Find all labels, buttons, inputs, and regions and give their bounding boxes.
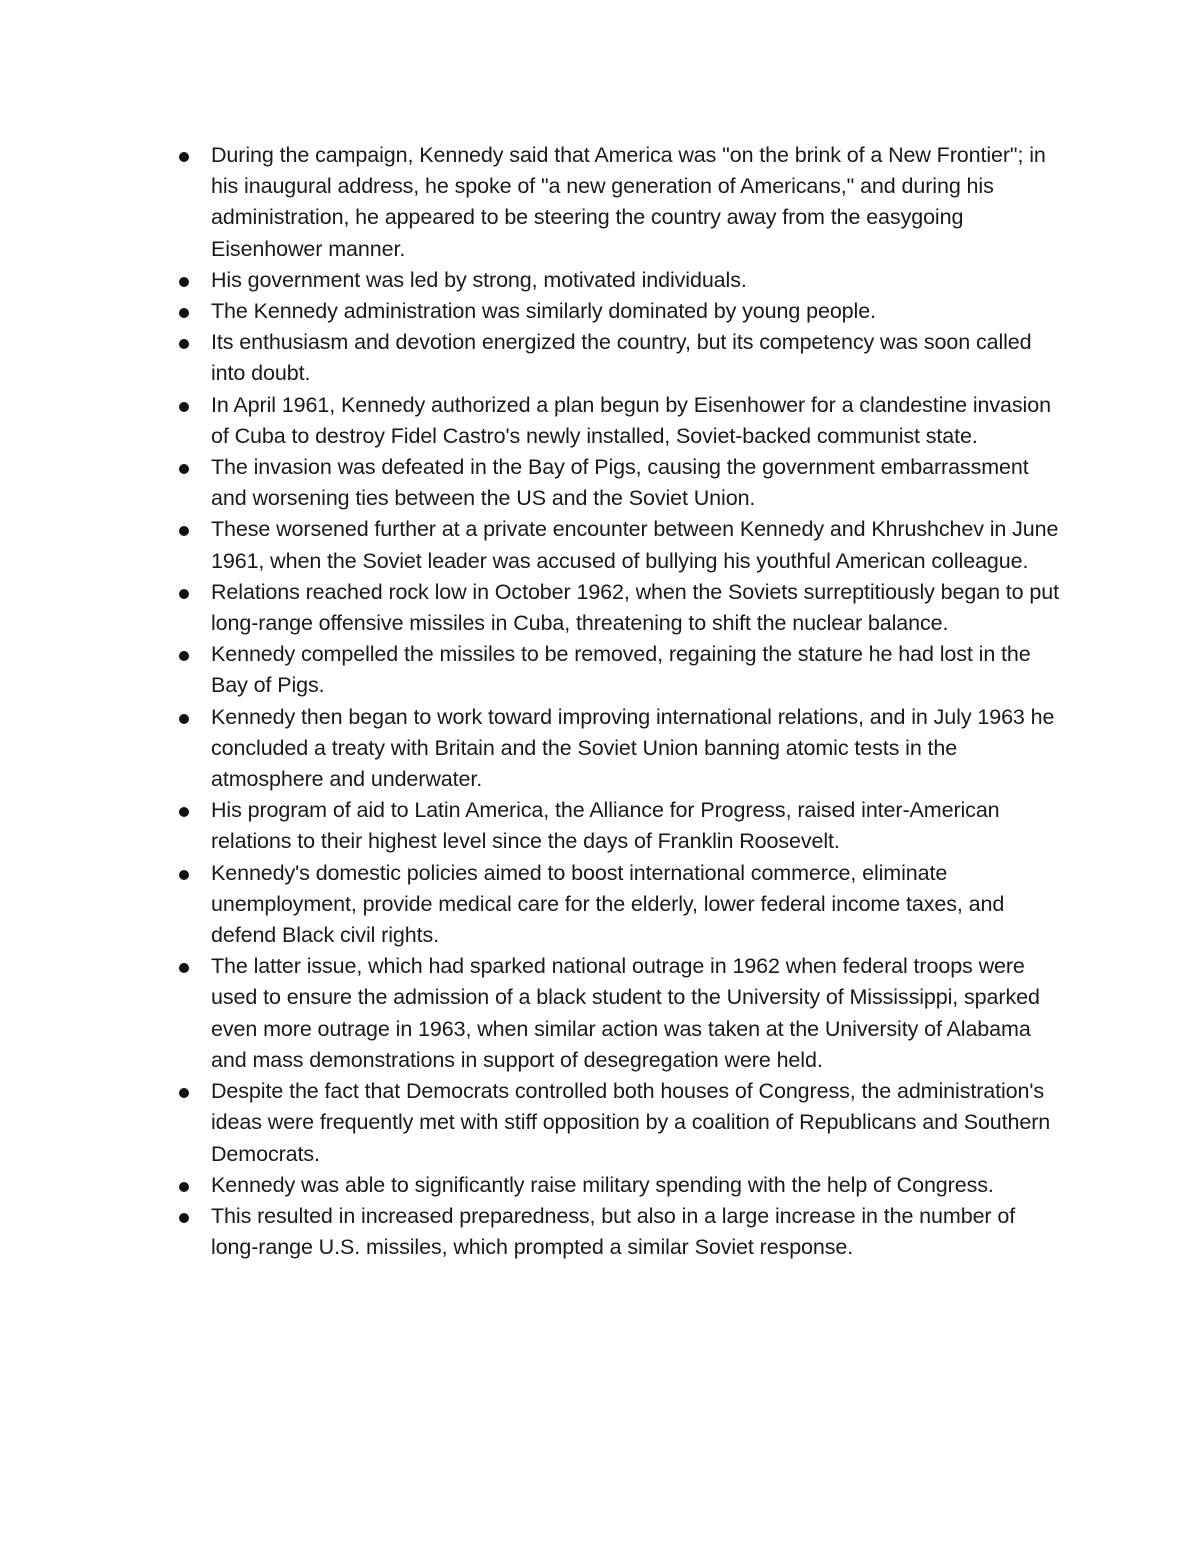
bullet-list [0, 140, 1200, 1263]
list-item-text: The invasion was defeated in the Bay of Pigs, causing the government embarrassment and worsening ties between the US and the Soviet Union. [211, 455, 1029, 511]
list-item-text: The Kennedy administration was similarly dominated by young people. [211, 299, 876, 324]
list-item-text: In April 1961, Kennedy authorized a plan begun by Eisenhower for a clandestine invasion of Cuba to destroy Fidel Castro's newly installed, Soviet-backed communist state. [211, 392, 1051, 448]
list-item [0, 1201, 1061, 1263]
list-item-text: Relations reached rock low in October 1962, when the Soviets surreptitiously began to put long-range offensive missiles in Cuba, threatening to shift the nuclear balance. [211, 579, 1060, 636]
bullet-icon [179, 339, 189, 349]
list-item-text: Kennedy compelled the missiles to be removed, regaining the stature he had lost in the Bay of Pigs. [211, 642, 1031, 698]
list-item-text: Its enthusiasm and devotion energized the country, but its competency was soon called into doubt. [211, 330, 1032, 386]
bullet-icon [179, 714, 189, 724]
bullet-icon [179, 1182, 189, 1192]
list-item [0, 795, 1061, 857]
list-item-text: During the campaign, Kennedy said that America was "on the brink of a New Frontier"; in his inaugural address, he spoke of "a new generation of Americans," and during his administration, he appeared to be steering the country away from the easygoing Eisenhower manner. [211, 143, 1046, 261]
list-item [0, 951, 1061, 1076]
list-item [0, 858, 1061, 952]
bullet-icon [179, 526, 189, 536]
bullet-icon [179, 870, 189, 880]
list-item [0, 702, 1061, 796]
bullet-icon [179, 152, 189, 162]
list-item-text: Kennedy then began to work toward improving international relations, and in July 1963 he concluded a treaty with Britain and the Soviet Union banning atomic tests in the atmosphere and underwater. [211, 704, 1055, 792]
bullet-icon [179, 402, 189, 412]
list-item [0, 1170, 1061, 1201]
list-item [0, 390, 1061, 452]
list-item [0, 296, 1061, 327]
list-item-text: His government was led by strong, motivated individuals. [211, 267, 747, 292]
list-item [0, 265, 1061, 296]
bullet-icon [179, 589, 189, 599]
list-item-text: Kennedy's domestic policies aimed to boost international commerce, eliminate unemployment, provide medical care for the elderly, lower federal income taxes, and defend Black civil rights. [211, 860, 1005, 948]
list-item [0, 140, 1061, 265]
list-item [0, 577, 1061, 639]
list-item [0, 327, 1061, 389]
list-item-text: These worsened further at a private encounter between Kennedy and Khrushchev in June 1961, when the Soviet leader was accused of bullying his youthful American colleague. [211, 517, 1059, 573]
bullet-icon [179, 651, 189, 661]
bullet-icon [179, 963, 189, 973]
list-item [0, 1076, 1061, 1170]
bullet-icon [179, 807, 189, 817]
list-item-text: This resulted in increased preparedness, but also in a large increase in the number of long-range U.S. missiles, which prompted a similar Soviet response. [211, 1203, 1016, 1260]
list-item [0, 452, 1061, 514]
bullet-icon [179, 277, 189, 287]
list-item-text: Kennedy was able to significantly raise military spending with the help of Congress. [211, 1172, 994, 1197]
bullet-icon [179, 308, 189, 318]
list-item [0, 639, 1061, 701]
list-item [0, 514, 1061, 576]
list-item-text: The latter issue, which had sparked national outrage in 1962 when federal troops were used to ensure the admission of a black student to the University of Mississippi, sparked even more outrage in 1963, when similar action was taken at the University of Alabama and mass demonstrations in support of desegregation were held. [211, 954, 1040, 1072]
bullet-icon [179, 464, 189, 474]
list-item-text: Despite the fact that Democrats controlled both houses of Congress, the administration's ideas were frequently met with stiff opposition by a coalition of Republicans and Southern Democrats. [211, 1079, 1051, 1166]
bullet-icon [179, 1213, 189, 1223]
bullet-icon [179, 1088, 189, 1098]
list-item-text: His program of aid to Latin America, the Alliance for Progress, raised inter-American relations to their highest level since the days of Franklin Roosevelt. [211, 798, 1000, 854]
